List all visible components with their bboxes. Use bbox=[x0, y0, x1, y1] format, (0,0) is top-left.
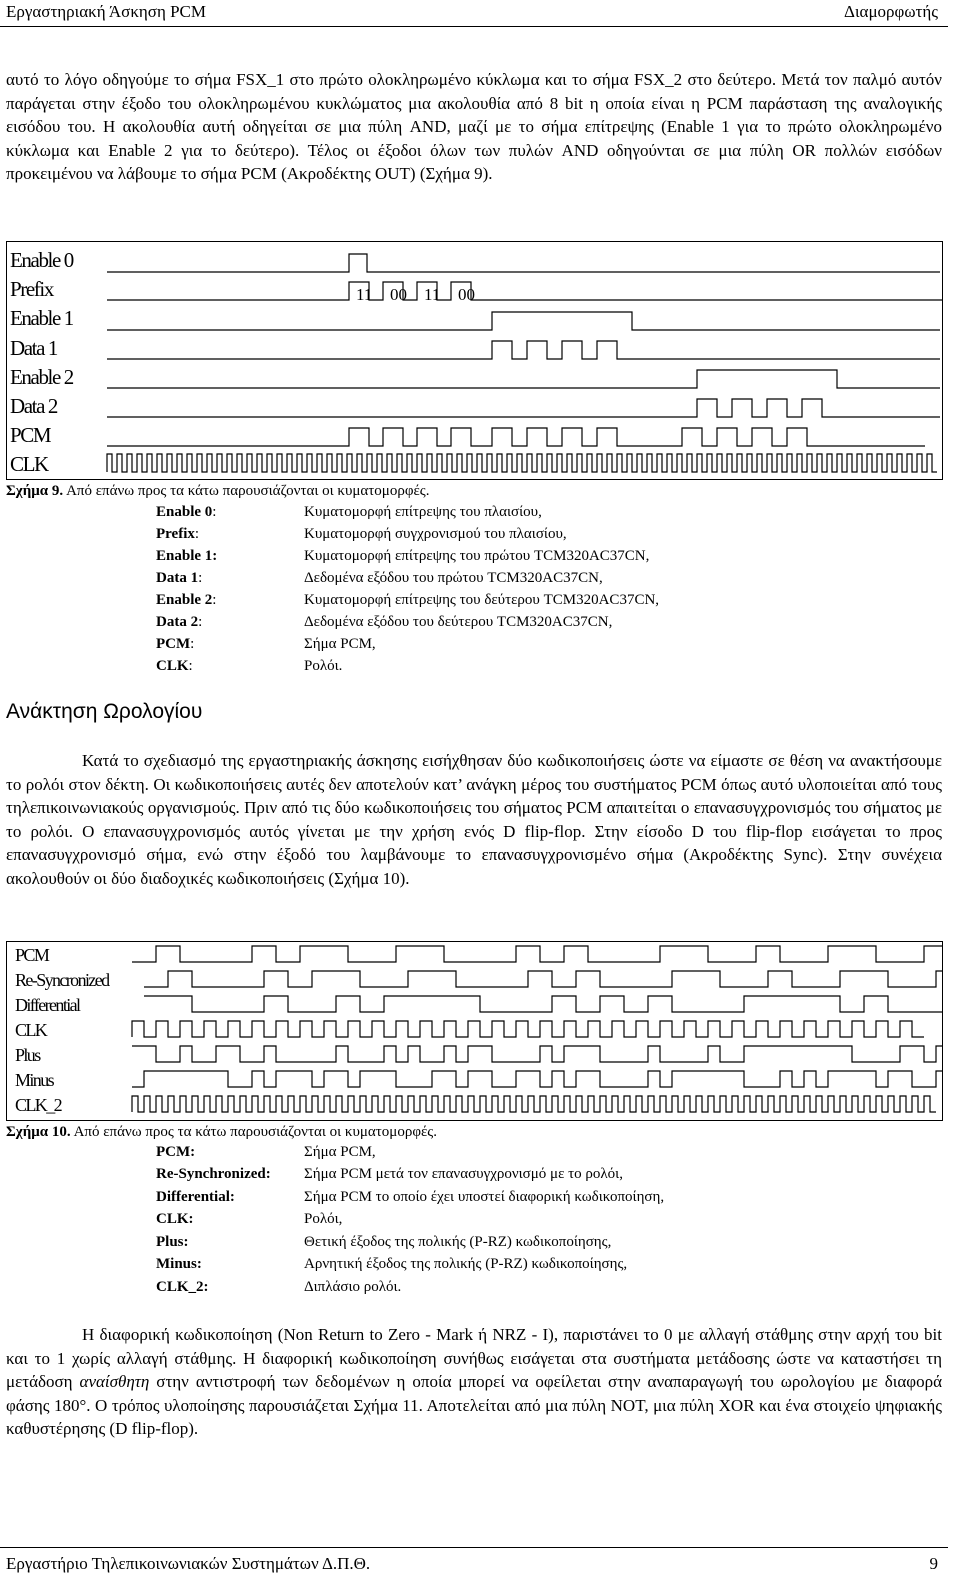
fig9-waveforms bbox=[7, 242, 942, 479]
legend-key: Re-Synchronized: bbox=[156, 1166, 271, 1182]
legend-key: CLK_2: bbox=[156, 1279, 209, 1295]
fig9-prefix-bit: 11 bbox=[356, 285, 373, 304]
fig9-label-data2: Data 2 bbox=[10, 394, 57, 418]
page-footer bbox=[0, 1547, 948, 1578]
fig9-label-pcm: PCM bbox=[10, 423, 51, 447]
legend-key: Data 1 bbox=[156, 570, 199, 586]
fig9-label-prefix: Prefix bbox=[10, 277, 53, 301]
legend-key: Plus: bbox=[156, 1234, 189, 1250]
fig10-label-minus: Minus bbox=[15, 1070, 54, 1090]
legend-sep: : bbox=[198, 570, 203, 586]
fig10-label-resync: Re-Syncronized bbox=[15, 970, 109, 990]
page-number: 9 bbox=[929, 1554, 938, 1573]
legend-value: Κυματομορφή επίτρεψης του πρώτου TCM320AC37CN, bbox=[304, 548, 650, 564]
wave-enable0 bbox=[107, 254, 940, 272]
legend-key: Minus: bbox=[156, 1256, 202, 1272]
section-title: Ανάκτηση Ωρολογίου bbox=[6, 700, 203, 723]
page-header bbox=[0, 0, 948, 27]
wave-pcm bbox=[107, 428, 925, 446]
legend-sep: : bbox=[198, 614, 203, 630]
wave-clk2 bbox=[132, 1096, 936, 1112]
fig10-waveforms bbox=[7, 942, 942, 1120]
legend-value: Ρολόι. bbox=[304, 658, 343, 674]
legend-key: Enable 0 bbox=[156, 504, 213, 520]
wave-enable2 bbox=[107, 370, 940, 388]
paragraph-3-emphasis: αναίσθητη bbox=[79, 1372, 150, 1391]
header-chapter: Διαμορφωτής bbox=[844, 2, 938, 21]
fig10-label-plus: Plus bbox=[15, 1045, 40, 1065]
wave-minus bbox=[132, 1071, 942, 1087]
legend-key: PCM bbox=[156, 636, 191, 652]
paragraph-2 bbox=[6, 749, 942, 890]
legend-value: Δεδομένα εξόδου του δεύτερου TCM320AC37CN, bbox=[304, 614, 613, 630]
legend-value: Σήμα PCM, bbox=[304, 1144, 376, 1160]
wave-resync bbox=[144, 971, 942, 987]
legend-sep: : bbox=[194, 526, 200, 542]
wave-pcm bbox=[132, 946, 942, 962]
wave-differential bbox=[144, 996, 942, 1012]
legend-sep: : bbox=[190, 636, 195, 652]
paragraph-1: αυτό το λόγο οδηγούμε το σήμα FSX_1 στο πρώτο ολοκληρωμένο κύκλωμα και το σήμα FSX_2 στο δεύτερο. Μετά τον παλμό αυτόν παράγεται στην έξοδο του ολοκληρωμένου κυκλώματος μια ακολουθία από 8 bit η οποία είναι η PCM παράσταση της αναλογικής εισόδου του. Η ακολουθία αυτή οδηγείται σε μια πύλη AND, μαζί με το σήμα επίτρεψης (Enable 1 για το πρώτο ολοκληρωμένο κύκλωμα και Enable 2 για το δεύτερο). Τέλος οι έξοδοι όλων των πυλών AND οδηγούνται σε μια πύλη OR πολλών εισόδων προκειμένου να λάβουμε το σήμα PCM (Ακροδέκτης OUT) (Σχήμα 9). bbox=[6, 70, 942, 183]
figure-10 bbox=[6, 941, 943, 1121]
legend-value: Θετική έξοδος της πολικής (P-RZ) κωδικοποίησης, bbox=[304, 1234, 612, 1250]
wave-clk bbox=[132, 1021, 924, 1037]
paragraph-3-text-b: στην αντιστροφή των δεδομένων η οποία μπορεί να οφείλεται στην αναπαραγωγή του ωρολογίου με διαφορά φάσης 180°. Ο τρόπος υλοποίησης παρουσιάζεται Σχήμα 11. Αποτελείται από μια πύλη NOT, μια πύλη XOR και ένα στοιχείο ψηφιακής καθυστέρησης (D flip-flop). bbox=[6, 1372, 942, 1438]
legend-value: Σήμα PCM μετά τον επανασυγχρονισμό με το ρολόι, bbox=[304, 1166, 623, 1182]
fig9-prefix-bit: 00 bbox=[458, 285, 475, 304]
legend-key: Data 2 bbox=[156, 614, 199, 630]
legend-value: Σήμα PCM το οποίο έχει υποστεί διαφορική κωδικοποίηση, bbox=[304, 1189, 665, 1205]
legend-key: Enable 1: bbox=[156, 548, 218, 564]
caption-label: Σχήμα 9. bbox=[6, 483, 64, 499]
paragraph-3 bbox=[6, 1323, 942, 1441]
legend-value: Κυματομορφή επίτρεψης του πλαισίου, bbox=[304, 504, 542, 520]
figure-9-caption bbox=[6, 483, 429, 500]
wave-plus bbox=[132, 1046, 942, 1062]
legend-key: Differential: bbox=[156, 1189, 235, 1205]
legend-key: Prefix bbox=[156, 526, 195, 542]
fig9-label-enable2: Enable 2 bbox=[10, 365, 73, 389]
figure-9-legend bbox=[156, 504, 856, 684]
fig10-label-clk: CLK bbox=[15, 1020, 47, 1040]
wave-prefix bbox=[107, 282, 942, 300]
legend-key: CLK: bbox=[156, 1211, 194, 1227]
fig9-label-data1: Data 1 bbox=[10, 336, 57, 360]
legend-value: Κυματομορφή συγχρονισμού του πλαισίου, bbox=[304, 526, 567, 542]
legend-value: Αρνητική έξοδος της πολικής (P-RZ) κωδικοποίησης, bbox=[304, 1256, 628, 1272]
fig10-label-pcm: PCM bbox=[15, 945, 49, 965]
fig9-prefix-bit: 11 bbox=[424, 285, 441, 304]
figure-10-legend bbox=[156, 1144, 856, 1304]
caption-label: Σχήμα 10. bbox=[6, 1124, 71, 1140]
legend-key: Enable 2 bbox=[156, 592, 213, 608]
legend-value: Ρολόι, bbox=[304, 1211, 343, 1227]
figure-9 bbox=[6, 241, 943, 480]
figure-10-caption bbox=[6, 1124, 437, 1141]
fig10-label-clk2: CLK_2 bbox=[15, 1095, 62, 1115]
legend-value: Διπλάσιο ρολόι. bbox=[304, 1279, 402, 1295]
legend-key: PCM: bbox=[156, 1144, 196, 1160]
fig9-label-clk: CLK bbox=[10, 452, 48, 476]
legend-sep: : bbox=[212, 504, 217, 520]
wave-clk bbox=[107, 454, 937, 472]
fig10-label-differential: Differential bbox=[15, 995, 80, 1015]
wave-enable1 bbox=[107, 312, 940, 330]
legend-value: Δεδομένα εξόδου του πρώτου TCM320AC37CN, bbox=[304, 570, 603, 586]
wave-data2 bbox=[107, 399, 940, 417]
paragraph-3-text-a: Η διαφορική κωδικοποίηση (Non Return to Zero - Mark ή NRZ - I), παριστάνει το 0 με αλλαγή στάθμης στην αρχή του bit και το 1 χωρίς αλλαγή στάθμης. Η διαφορική κωδικοποίηση συνήθως εισάγεται στα συστήματα μετάδοσης ώστε να καταστήσει τη μετάδοση bbox=[6, 1325, 942, 1391]
legend-value: Σήμα PCM, bbox=[304, 636, 376, 652]
header-title: Εργαστηριακή Άσκηση PCM bbox=[6, 2, 207, 21]
legend-key: CLK bbox=[156, 658, 189, 674]
fig9-prefix-bit: 00 bbox=[390, 285, 407, 304]
legend-sep: : bbox=[188, 658, 193, 674]
wave-data1 bbox=[107, 341, 940, 359]
paragraph-2-text: Κατά το σχεδιασμό της εργαστηριακής άσκησης εισήχθησαν δύο κωδικοποιήσεις ώστε να είμαστε σε θέση να ανακτήσουμε το ρολόι στον δέκτη. Οι κωδικοποιήσεις αυτές δεν αποτελούν κατ’ ανάγκη μέρος του συστήματος PCM όπως αυτό υλοποιείται από τους τηλεπικοινωνιακούς οργανισμούς. Πριν από τις δύο κωδικοποιήσεις του σήματος PCM απαιτείται ο επανασυγχρονισμός του σήματος με το ρολόι. Ο επανασυγχρονισμός αυτός γίνεται με την χρήση ενός D flip-flop. Στην είσοδο D του flip-flop εισάγεται το προς επανασυγχρονισμό σήμα, ενώ στην έξοδό του λαμβάνουμε το επανασυγχρονισμένο σήμα (Ακροδέκτης Sync). Στην συνέχεια ακολουθούν οι δύο διαδοχικές κωδικοποιήσεις (Σχήμα 10). bbox=[6, 751, 942, 888]
caption-text: Από επάνω προς τα κάτω παρουσιάζονται οι κυματομορφές. bbox=[63, 483, 430, 499]
legend-value: Κυματομορφή επίτρεψης του δεύτερου TCM320AC37CN, bbox=[304, 592, 660, 608]
fig9-label-enable1: Enable 1 bbox=[10, 306, 73, 330]
fig9-label-enable0: Enable 0 bbox=[10, 248, 73, 272]
legend-sep: : bbox=[212, 592, 217, 608]
footer-lab-name: Εργαστήριο Τηλεπικοινωνιακών Συστημάτων Δ.Π.Θ. bbox=[6, 1554, 371, 1573]
caption-text: Από επάνω προς τα κάτω παρουσιάζονται οι κυματομορφές. bbox=[70, 1124, 437, 1140]
